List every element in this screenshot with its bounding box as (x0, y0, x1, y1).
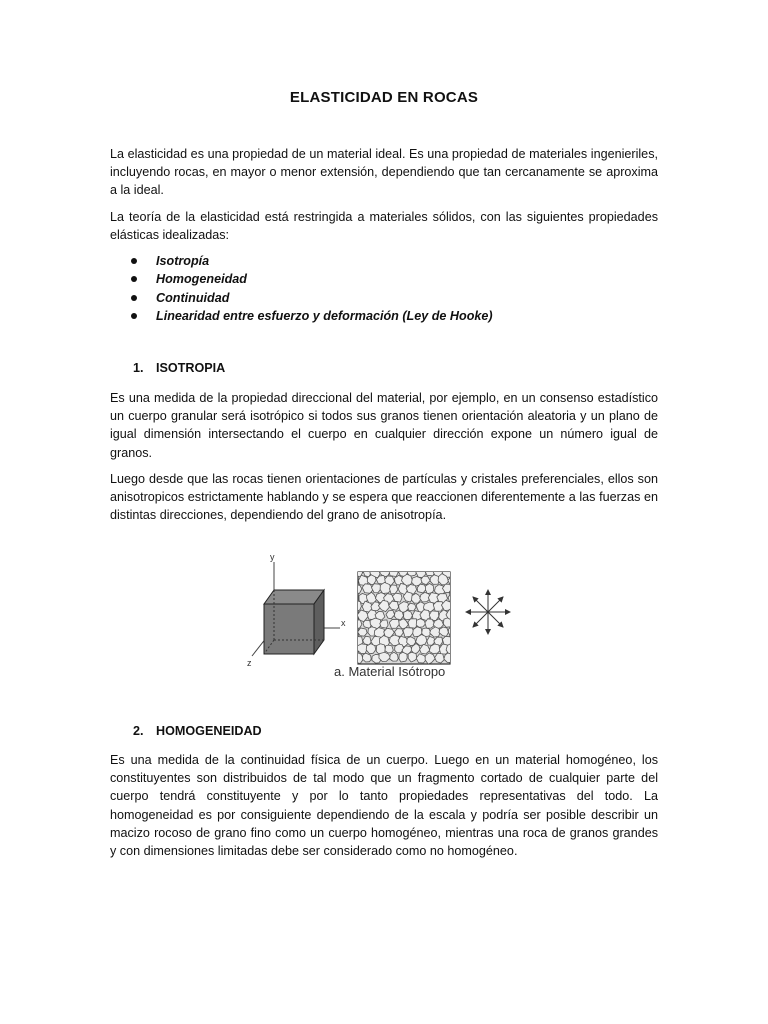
list-item: Homogeneidad (110, 270, 493, 288)
properties-list (110, 252, 493, 326)
intro-paragraph-1: La elasticidad es una propiedad de un material ideal. Es una propiedad de materiales ingenieriles, incluyendo rocas, en mayor o menor extensión, dependiendo que tan cercanamente se aproxima a la ideal. (110, 147, 658, 198)
grain (425, 584, 433, 594)
section-title: ISOTROPIA (156, 361, 226, 375)
figure-caption: a. Material Isótropo (334, 664, 446, 679)
bullet-icon (131, 295, 137, 301)
isotropic-material-figure (238, 548, 528, 688)
y-axis-label: y (270, 552, 275, 562)
isotropic-directions-icon (466, 590, 510, 634)
grain (448, 594, 457, 603)
list-item: Linearidad entre esfuerzo y deformación (Ley de Hooke) (110, 307, 493, 325)
grain (367, 575, 376, 585)
intro-paragraph-2: La teoría de la elasticidad está restringida a materiales sólidos, con las siguientes propiedades elásticas idealizadas: (110, 210, 658, 243)
section-number: 2. (133, 724, 144, 738)
list-item: Continuidad (110, 289, 493, 307)
isotropia-paragraph-2: Luego desde que las rocas tienen orientaciones de partículas y cristales preferenciales, ellos son anisotropicos estrictamente hablando y se espera que reaccionen diferentemente a las fuerzas en distintas direcciones, dependiendo del grano de anisotropía. (110, 472, 658, 523)
grain-texture-icon (352, 566, 458, 664)
section-title: HOMOGENEIDAD (156, 724, 262, 738)
grain (408, 603, 416, 611)
grain (380, 582, 391, 593)
grain (385, 645, 393, 653)
bullet-icon (131, 276, 137, 282)
bullet-icon (131, 258, 137, 264)
grain (443, 618, 452, 627)
grain (394, 611, 403, 620)
x-axis-label: x (341, 618, 346, 628)
grain (425, 566, 435, 576)
grain (353, 584, 362, 593)
grain (448, 577, 457, 585)
bullet-icon (131, 313, 137, 319)
figure-graphic (238, 548, 528, 688)
grain (404, 611, 413, 620)
grain (399, 652, 407, 662)
page-title: ELASTICIDAD EN ROCAS (289, 89, 479, 106)
homogeneidad-paragraph-1: Es una medida de la continuidad física de un cuerpo. Luego en un material homogéneo, los constituyentes son distribuidos de tal modo que un fragmento cortado de cualquier parte del cuerpo tendrá constituyente y por lo tanto propiedades representativas del todo. La homogeneidad es por consiguiente dependiendo de la escala y podría ser posible describir un macizo rocoso de grano fino como un cuerpo homogéneo, mientras una roca de granos grandes y con dimensiones limitadas debe ser considerado como no homogéneo. (110, 753, 658, 859)
section-number: 1. (133, 361, 144, 375)
grain (353, 620, 362, 628)
cube-icon (264, 590, 324, 654)
grain (352, 601, 362, 611)
grain (435, 653, 445, 663)
z-axis-label: z (247, 658, 252, 668)
isotropia-paragraph-1: Es una medida de la propiedad direccional del material, por ejemplo, en un consenso estadístico un cuerpo granular será isotrópico si todos sus granos tienen orientación aleatoria y un plano de igual dimensión intersectando el cuerpo en cualquier dirección expone un número igual de granos. (110, 391, 658, 460)
list-item: Isotropía (110, 252, 493, 270)
